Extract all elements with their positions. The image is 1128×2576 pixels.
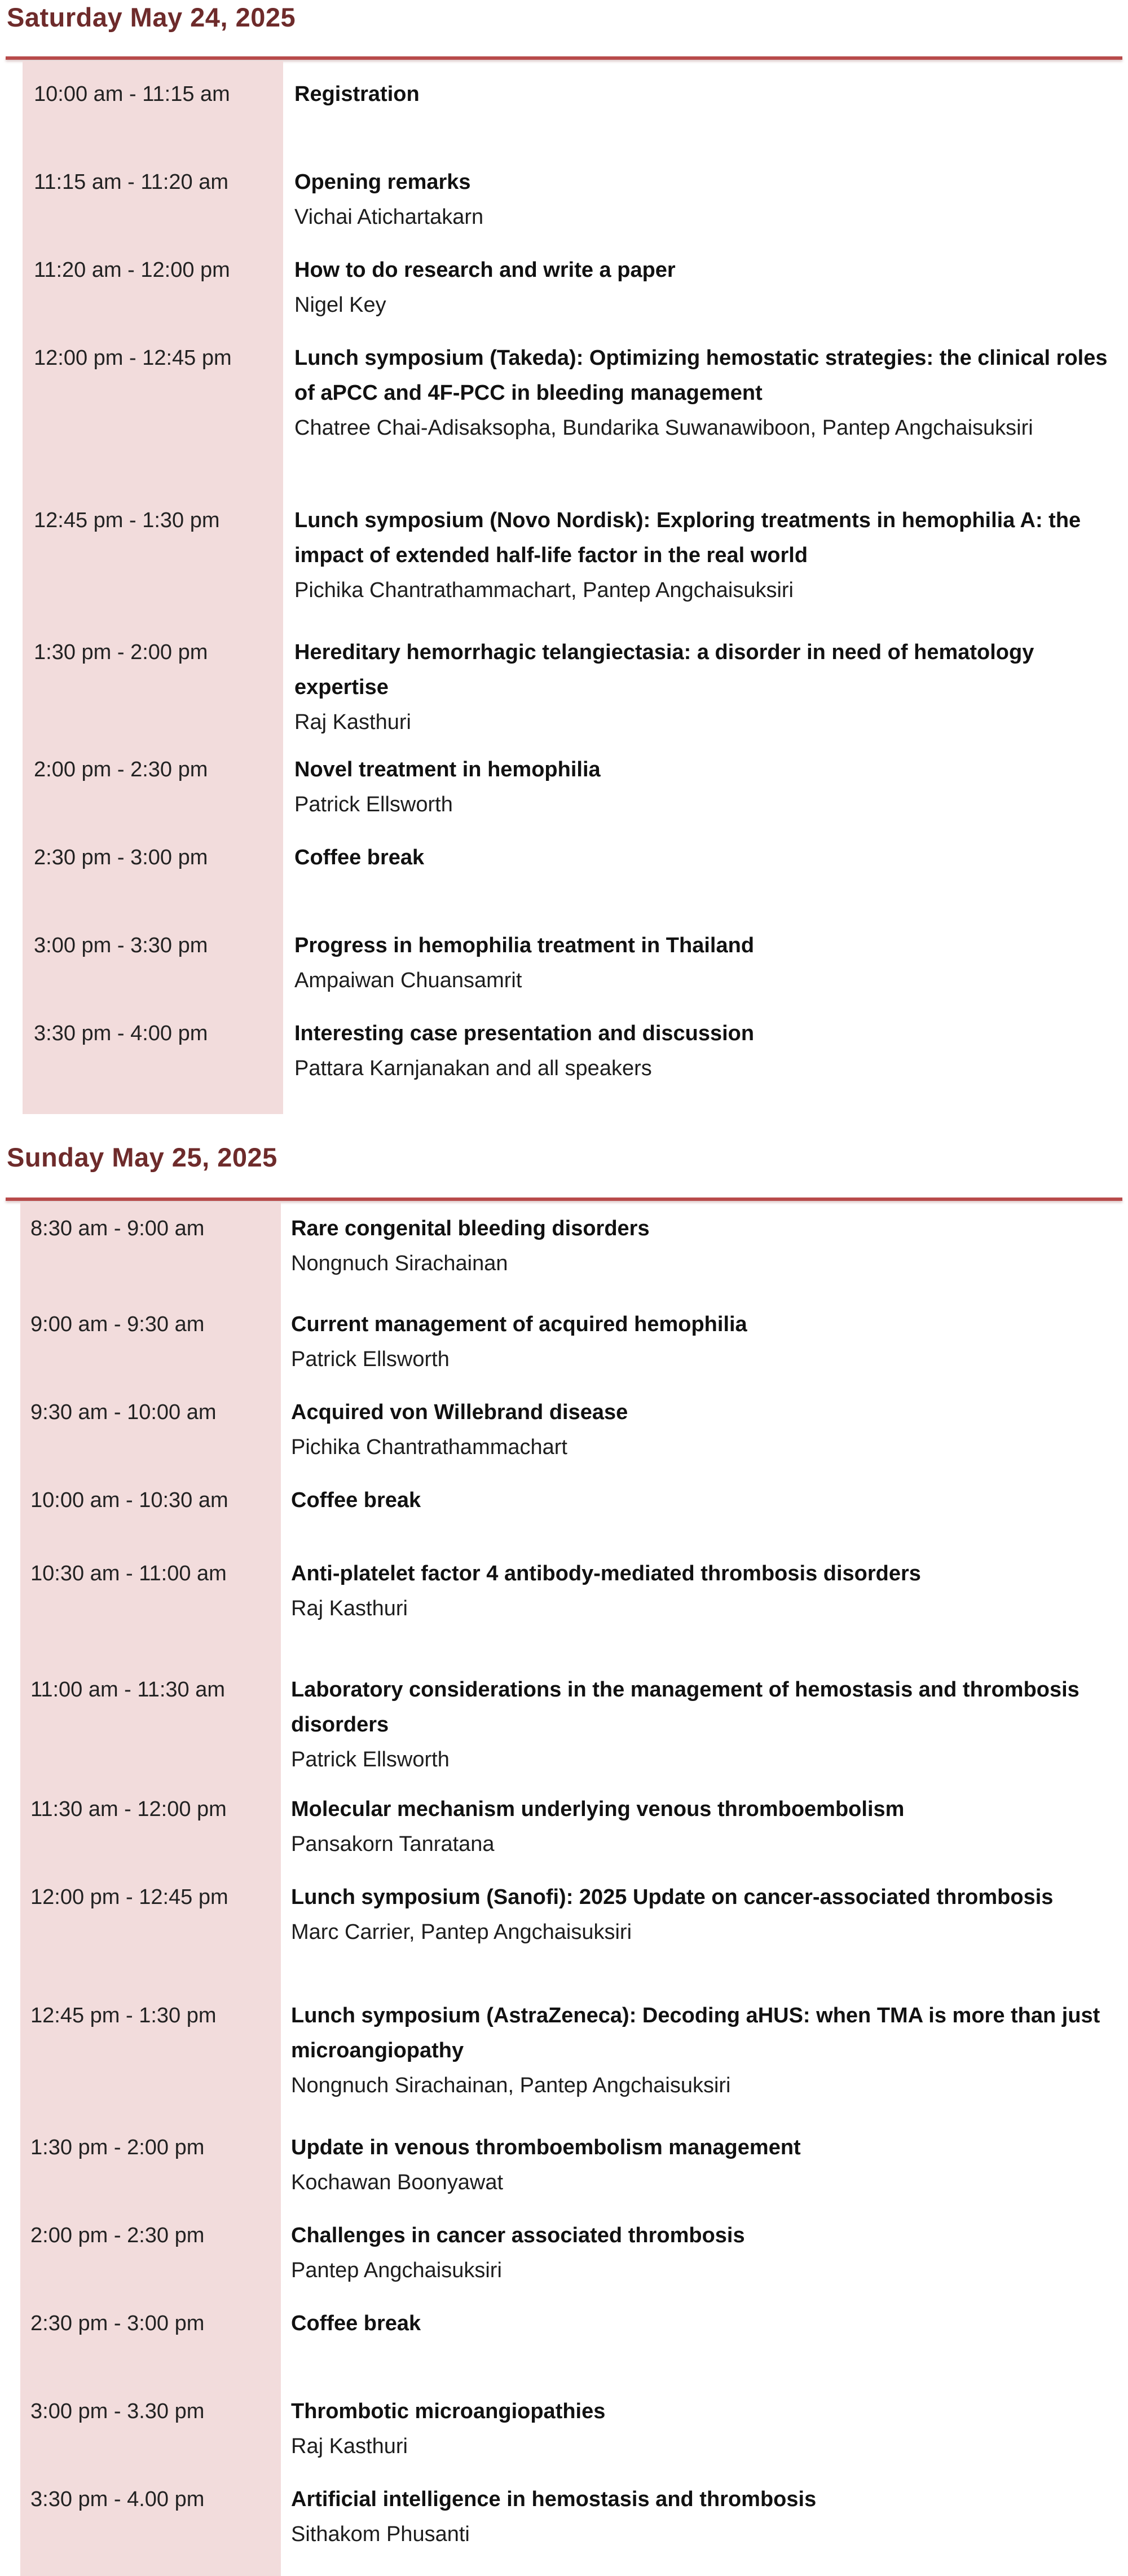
session-speakers: Pichika Chantrathammachart — [291, 1435, 567, 1459]
session-title: Laboratory considerations in the management of hemostasis and thrombosis disorders — [291, 1678, 1079, 1737]
session-speakers: Patrick Ellsworth — [291, 1748, 450, 1771]
session-speakers: Nongnuch Sirachainan, Pantep Angchaisuksiri — [291, 2074, 731, 2097]
session-time: 10:00 am - 11:15 am — [34, 82, 230, 106]
session-time: 12:00 pm - 12:45 pm — [34, 346, 232, 370]
session-title: Thrombotic microangiopathies — [291, 2400, 606, 2423]
session-time: 9:30 am - 10:00 am — [30, 1400, 217, 1424]
session-title: Current management of acquired hemophilia — [291, 1313, 747, 1336]
session-speakers: Pattara Karnjanakan and all speakers — [294, 1057, 652, 1080]
session-time: 12:00 pm - 12:45 pm — [30, 1885, 228, 1909]
session-time: 10:30 am - 11:00 am — [30, 1562, 227, 1585]
session-title: Interesting case presentation and discussion — [294, 1022, 755, 1045]
session-time: 2:30 pm - 3:00 pm — [34, 846, 208, 869]
session-title: Lunch symposium (Sanofi): 2025 Update on cancer-associated thrombosis — [291, 1885, 1054, 1909]
session-time: 9:00 am - 9:30 am — [30, 1313, 205, 1336]
session-title: Coffee break — [291, 2312, 421, 2335]
session-time: 11:30 am - 12:00 pm — [30, 1797, 227, 1821]
session-title: Artificial intelligence in hemostasis and thrombosis — [291, 2487, 817, 2511]
session-speakers: Kochawan Boonyawat — [291, 2171, 504, 2194]
session-time: 2:00 pm - 2:30 pm — [30, 2224, 205, 2247]
session-time: 10:00 am - 10:30 am — [30, 1488, 228, 1512]
session-time: 12:45 pm - 1:30 pm — [34, 509, 220, 532]
session-title: Opening remarks — [294, 170, 471, 194]
session-time: 11:20 am - 12:00 pm — [34, 258, 230, 282]
session-speakers: Raj Kasthuri — [291, 1597, 408, 1620]
session-title: Anti-platelet factor 4 antibody-mediated thrombosis disorders — [291, 1562, 921, 1585]
session-title: Hereditary hemorrhagic telangiectasia: a disorder in need of hematology expertise — [294, 640, 1034, 699]
session-title: Coffee break — [294, 846, 425, 869]
day-divider — [6, 56, 1122, 60]
day-title-sunday: Sunday May 25, 2025 — [7, 1142, 277, 1172]
session-speakers: Patrick Ellsworth — [291, 1347, 450, 1371]
session-time: 2:30 pm - 3:00 pm — [30, 2312, 205, 2335]
session-speakers: Nongnuch Sirachainan — [291, 1252, 508, 1275]
session-speakers: Raj Kasthuri — [294, 710, 411, 734]
session-time: 3:30 pm - 4:00 pm — [34, 1022, 208, 1045]
session-time: 3:30 pm - 4.00 pm — [30, 2487, 205, 2511]
session-speakers: Vichai Atichartakarn — [294, 205, 484, 229]
day-divider — [6, 1198, 1122, 1201]
session-time: 8:30 am - 9:00 am — [30, 1217, 205, 1240]
session-title: Registration — [294, 82, 420, 106]
session-speakers: Raj Kasthuri — [291, 2434, 408, 2458]
session-title: Novel treatment in hemophilia — [294, 758, 601, 781]
session-speakers: Chatree Chai-Adisaksopha, Bundarika Suwanawiboon, Pantep Angchaisuksiri — [294, 416, 1033, 440]
session-time: 11:15 am - 11:20 am — [34, 170, 229, 194]
session-time: 12:45 pm - 1:30 pm — [30, 2004, 217, 2027]
session-time: 11:00 am - 11:30 am — [30, 1678, 226, 1702]
day-title-saturday: Saturday May 24, 2025 — [7, 2, 296, 32]
session-title: Lunch symposium (Takeda): Optimizing hemostatic strategies: the clinical roles of aPCC and 4F-PCC in bleeding management — [294, 346, 1108, 405]
session-title: Progress in hemophilia treatment in Thailand — [294, 934, 755, 957]
session-speakers: Nigel Key — [294, 293, 386, 317]
session-title: Lunch symposium (Novo Nordisk): Exploring treatments in hemophilia A: the impact of extended half-life factor in the real world — [294, 509, 1081, 567]
session-speakers: Patrick Ellsworth — [294, 793, 453, 816]
session-title: Challenges in cancer associated thrombosis — [291, 2224, 745, 2247]
session-speakers: Sithakom Phusanti — [291, 2522, 470, 2546]
session-time: 1:30 pm - 2:00 pm — [30, 2136, 205, 2159]
session-time: 3:00 pm - 3.30 pm — [30, 2400, 205, 2423]
session-speakers: Pantep Angchaisuksiri — [291, 2259, 502, 2282]
session-title: Molecular mechanism underlying venous thromboembolism — [291, 1797, 905, 1821]
session-title: Lunch symposium (AstraZeneca): Decoding aHUS: when TMA is more than just microangiopathy — [291, 2004, 1100, 2062]
session-speakers: Ampaiwan Chuansamrit — [294, 969, 522, 992]
session-time: 3:00 pm - 3:30 pm — [34, 934, 208, 957]
session-title: How to do research and write a paper — [294, 258, 676, 282]
session-title: Rare congenital bleeding disorders — [291, 1217, 650, 1240]
session-speakers: Marc Carrier, Pantep Angchaisuksiri — [291, 1920, 632, 1944]
session-time: 2:00 pm - 2:30 pm — [34, 758, 208, 781]
session-title: Update in venous thromboembolism management — [291, 2136, 801, 2159]
session-time: 1:30 pm - 2:00 pm — [34, 640, 208, 664]
session-speakers: Pansakorn Tanratana — [291, 1832, 495, 1856]
session-title: Coffee break — [291, 1488, 421, 1512]
session-speakers: Pichika Chantrathammachart, Pantep Angchaisuksiri — [294, 578, 794, 602]
session-title: Acquired von Willebrand disease — [291, 1400, 628, 1424]
